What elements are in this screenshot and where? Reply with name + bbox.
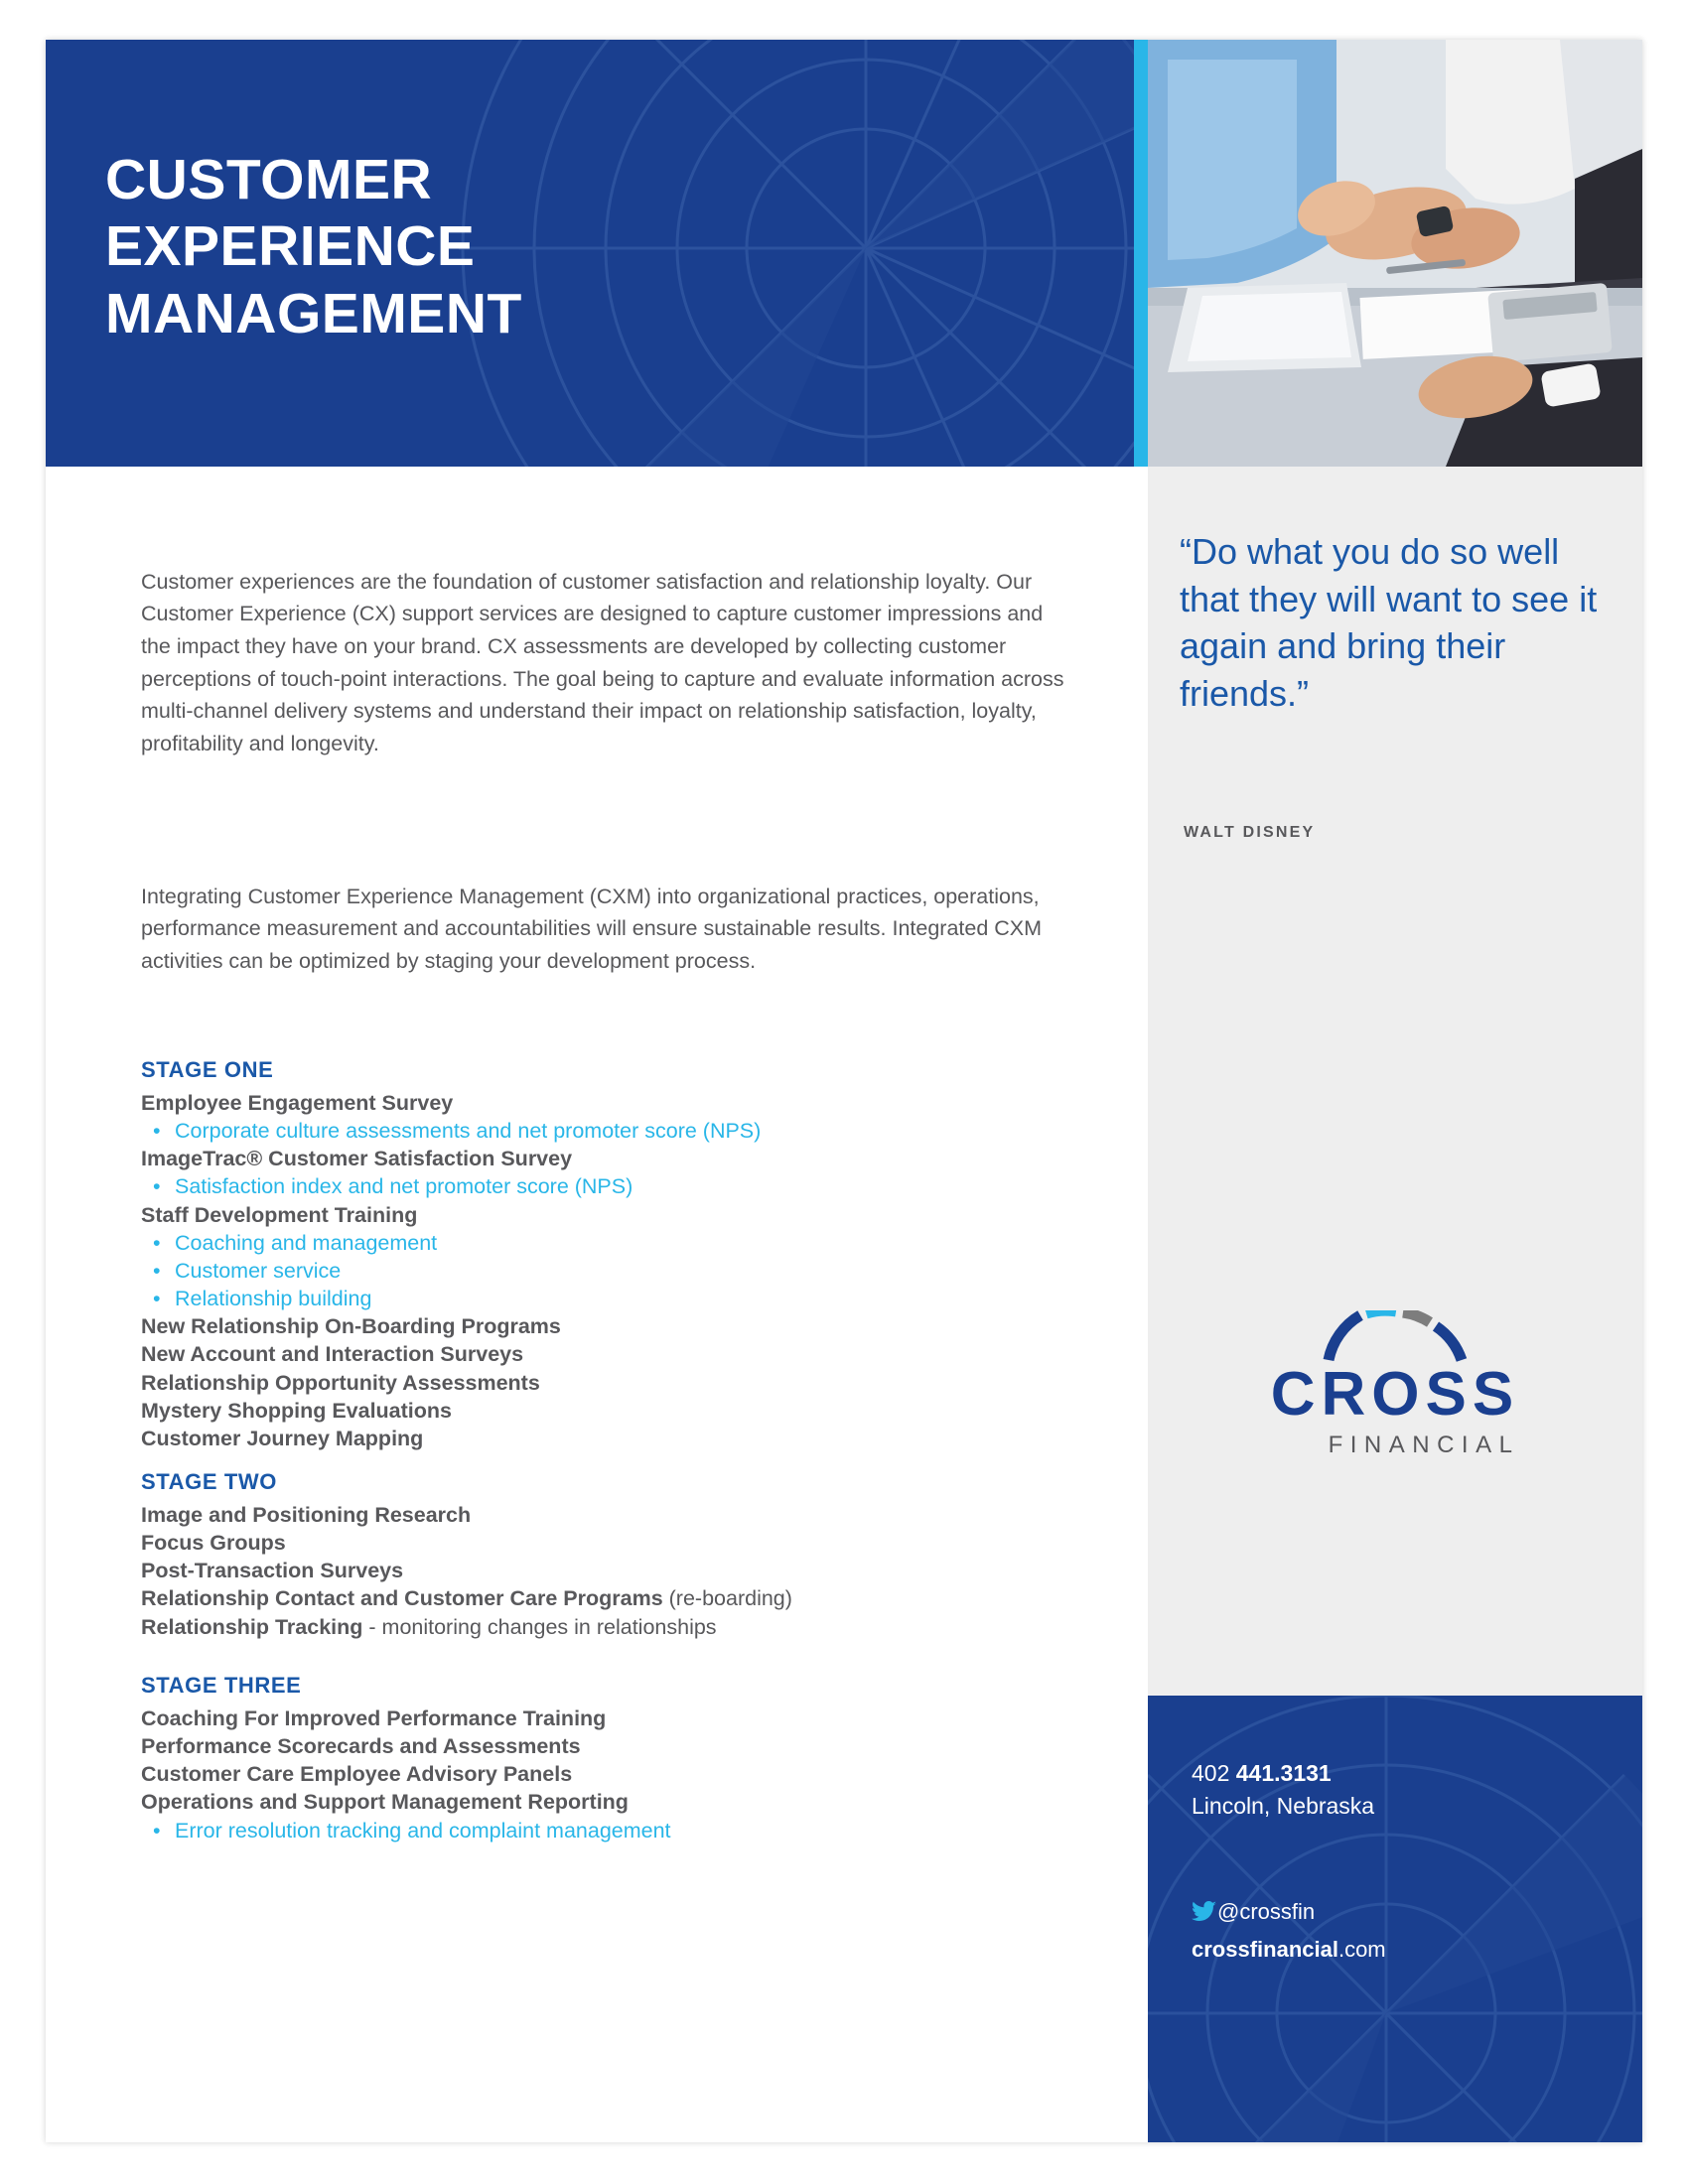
sidebar — [1148, 467, 1642, 2142]
twitter-bird-icon — [1192, 1901, 1217, 1922]
social-links — [1192, 1894, 1386, 1967]
logo-wordmark: CROSS — [1270, 1360, 1520, 1429]
stage-three-bullet: • Error resolution tracking and complaint management — [141, 1817, 1094, 1844]
title-line-2: EXPERIENCE — [105, 214, 476, 279]
stage-three-item: Coaching For Improved Performance Training — [141, 1706, 607, 1730]
stage-one-item: ImageTrac® Customer Satisfaction Survey — [141, 1147, 573, 1171]
main-content — [46, 467, 1134, 2142]
stage-one-bullet: • Relationship building — [141, 1285, 1094, 1312]
stage-three-item: Performance Scorecards and Assessments — [141, 1734, 581, 1759]
stage-three-section — [141, 1673, 1094, 1844]
pull-quote: “Do what you do so well that they will want to see it again and bring their friends.” — [1180, 531, 1598, 714]
stage-one-item: Mystery Shopping Evaluations — [141, 1398, 452, 1423]
website-tld: .com — [1337, 1937, 1386, 1963]
twitter-handle[interactable]: @crossfin — [1217, 1899, 1316, 1924]
stage-three-item: Customer Care Employee Advisory Panels — [141, 1762, 573, 1787]
header — [46, 40, 1642, 467]
website-link[interactable] — [1192, 1932, 1386, 1967]
handshake-meeting-photo — [1148, 40, 1642, 467]
stage-three-title: STAGE THREE — [141, 1673, 302, 1698]
phone-number — [1192, 1757, 1374, 1790]
phone-area-code: 402 — [1192, 1760, 1236, 1786]
accent-stripe — [1134, 40, 1148, 467]
intro-paragraph-2: Integrating Customer Experience Management (CXM) into organizational practices, operations, performance measurement and accountabilities will ensure sustainable results. Integrated CXM activities can be optimized by staging your development process. — [141, 884, 1043, 973]
stage-two-title: STAGE TWO — [141, 1469, 277, 1494]
stage-three-item: Operations and Support Management Reporting — [141, 1790, 629, 1815]
contact-block — [1148, 1696, 1642, 2142]
stage-one-item: Customer Journey Mapping — [141, 1426, 424, 1450]
stage-two-item-label: Relationship Tracking — [141, 1614, 363, 1639]
stage-one-bullet: • Customer service — [141, 1257, 1094, 1285]
stage-one-item: New Relationship On-Boarding Programs — [141, 1314, 561, 1339]
stage-one-item: Employee Engagement Survey — [141, 1091, 454, 1115]
quote-author: WALT DISNEY — [1184, 824, 1316, 841]
document-page — [46, 40, 1642, 2142]
header-blue-panel — [46, 40, 1134, 467]
phone-main: 441.3131 — [1235, 1760, 1332, 1786]
twitter-icon — [1192, 1897, 1217, 1932]
stage-two-item-suffix: - monitoring changes in relationships — [362, 1614, 717, 1639]
page-title — [105, 147, 522, 347]
stage-one-title: STAGE ONE — [141, 1057, 274, 1082]
website-name: crossfinancial — [1192, 1937, 1338, 1963]
stage-one-item: Staff Development Training — [141, 1202, 418, 1227]
intro-paragraph-1: Customer experiences are the foundation of customer satisfaction and relationship loyalty. Our Customer Experience (CX) support services are designed to capture customer impressions and the impact they have on your brand. CX assessments are developed by collecting customer perceptions of touch-point interactions. The goal being to capture and evaluate information across multi-channel delivery systems and understand their impact on relationship satisfaction, loyalty, profitability and longevity. — [141, 569, 1064, 755]
twitter-row[interactable] — [1192, 1894, 1386, 1932]
stage-one-item: Relationship Opportunity Assessments — [141, 1370, 540, 1395]
stage-one-item: New Account and Interaction Surveys — [141, 1342, 524, 1367]
city-state: Lincoln, Nebraska — [1192, 1793, 1375, 1820]
title-line-1: CUSTOMER — [105, 148, 433, 211]
logo-arc-icon — [1321, 1310, 1470, 1362]
contact-details — [1192, 1757, 1374, 1824]
header-photo — [1148, 40, 1642, 467]
stage-one-bullet: • Corporate culture assessments and net promoter score (NPS) — [141, 1117, 1094, 1145]
stage-two-item: Post-Transaction Surveys — [141, 1559, 404, 1583]
stage-two-item: Focus Groups — [141, 1531, 286, 1556]
stage-two-item: Image and Positioning Research — [141, 1503, 472, 1527]
stage-one-section — [141, 1057, 1094, 1452]
stage-two-item-suffix: (re-boarding) — [662, 1586, 792, 1611]
stage-two-item-label: Relationship Contact and Customer Care Programs — [141, 1586, 663, 1611]
stage-one-bullet: • Satisfaction index and net promoter score (NPS) — [141, 1172, 1094, 1200]
company-logo — [1148, 1310, 1642, 1459]
stage-two-item — [141, 1613, 1094, 1641]
title-line-3: MANAGEMENT — [105, 281, 522, 345]
stage-one-bullet: • Coaching and management — [141, 1229, 1094, 1257]
logo-subtext: FINANCIAL — [1328, 1432, 1520, 1458]
stage-two-section — [141, 1469, 1094, 1641]
ray-pattern-decoration — [419, 40, 1134, 467]
stage-two-item — [141, 1584, 1094, 1612]
